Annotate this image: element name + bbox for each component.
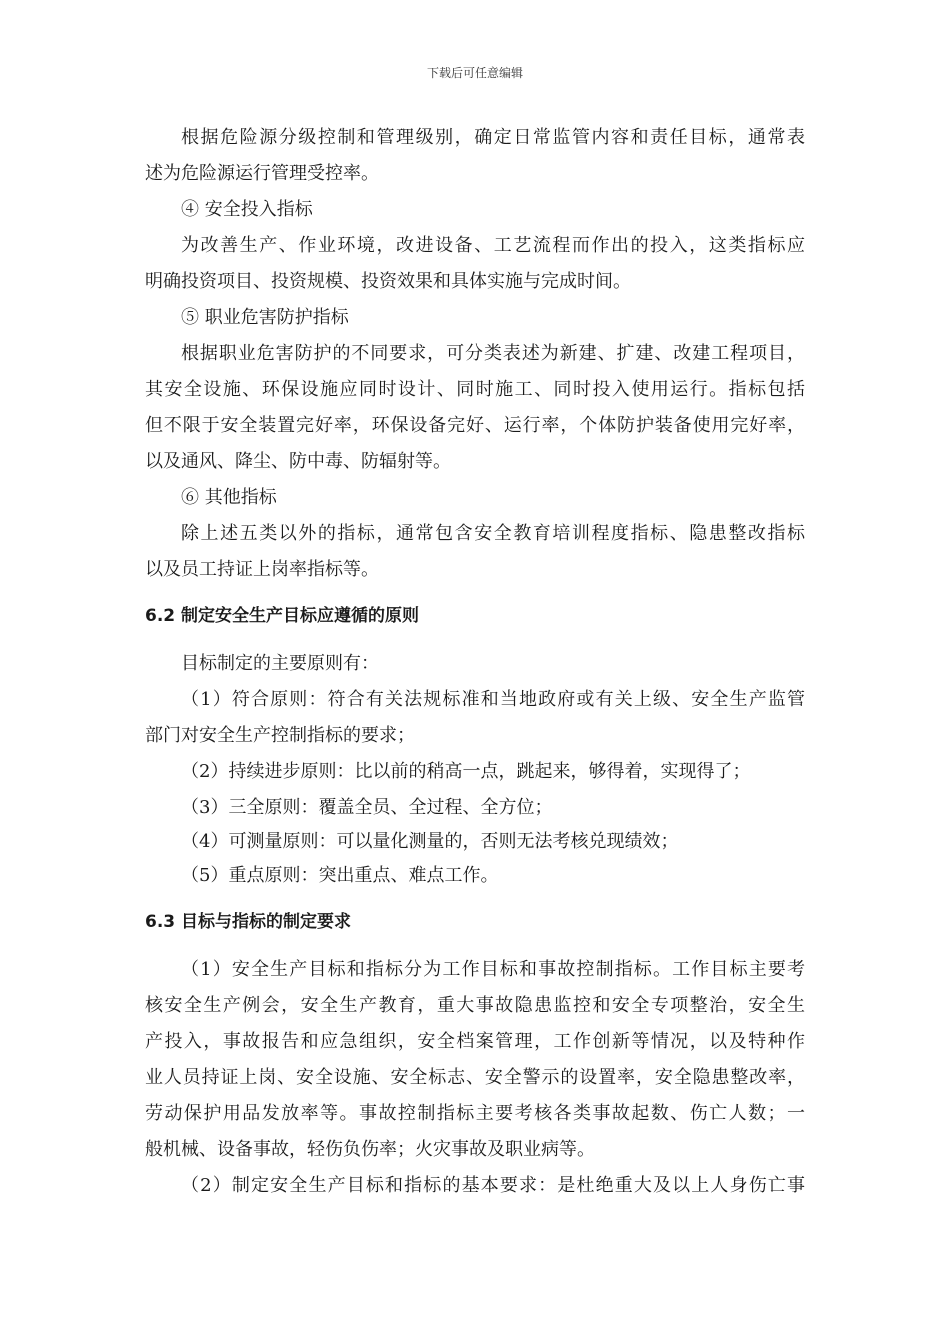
paragraph-line: 以及通风、降尘、防中毒、防辐射等。 [145, 451, 451, 472]
paragraph-line: 根据危险源分级控制和管理级别，确定日常监管内容和责任目标，通常表 [181, 127, 805, 148]
paragraph-line: 明确投资项目、投资规模、投资效果和具体实施与完成时间。 [145, 271, 631, 292]
paragraph-line: 产投入，事故报告和应急组织，安全档案管理，工作创新等情况，以及特种作 [145, 1031, 805, 1052]
paragraph-line: 核安全生产例会，安全生产教育，重大事故隐患监控和安全专项整治，安全生 [145, 995, 805, 1016]
section-heading: 6.2 制定安全生产目标应遵循的原则 [145, 606, 420, 626]
list-item: （4）可测量原则：可以量化测量的，否则无法考核兑现绩效； [181, 831, 679, 852]
paragraph-line: 劳动保护用品发放率等。事故控制指标主要考核各类事故起数、伤亡人数；一 [145, 1103, 805, 1124]
paragraph-line: 般机械、设备事故，轻伤负伤率；火灾事故及职业病等。 [145, 1139, 595, 1160]
paragraph-line: 目标制定的主要原则有： [181, 653, 379, 674]
paragraph-line: 但不限于安全装置完好率，环保设备完好、运行率，个体防护装备使用完好率， [145, 415, 805, 436]
paragraph-line: 除上述五类以外的指标，通常包含安全教育培训程度指标、隐患整改指标 [181, 523, 805, 544]
list-item: （2）持续进步原则：比以前的稍高一点，跳起来，够得着，实现得了； [181, 761, 751, 782]
section-heading: 6.3 目标与指标的制定要求 [145, 912, 352, 932]
paragraph-line: 为改善生产、作业环境，改进设备、工艺流程而作出的投入，这类指标应 [181, 235, 805, 256]
paragraph-line: 以及员工持证上岗率指标等。 [145, 559, 379, 580]
list-item: （1）安全生产目标和指标分为工作目标和事故控制指标。工作目标主要考 [181, 959, 805, 980]
paragraph-line: 其安全设施、环保设施应同时设计、同时施工、同时投入使用运行。指标包括 [145, 379, 805, 400]
paragraph-line: 述为危险源运行管理受控率。 [145, 163, 379, 184]
list-item: （5）重点原则：突出重点、难点工作。 [181, 865, 499, 886]
item-heading: ⑥ 其他指标 [181, 487, 277, 508]
item-heading: ④ 安全投入指标 [181, 199, 313, 220]
list-item: （2）制定安全生产目标和指标的基本要求：是杜绝重大及以上人身伤亡事 [181, 1175, 805, 1196]
list-item: （3）三全原则：覆盖全员、全过程、全方位； [181, 797, 553, 818]
paragraph-line: 部门对安全生产控制指标的要求； [145, 725, 415, 746]
list-item: （1）符合原则：符合有关法规标准和当地政府或有关上级、安全生产监管 [181, 689, 805, 710]
page-header: 下载后可任意编辑 [426, 66, 523, 80]
item-heading: ⑤ 职业危害防护指标 [181, 307, 349, 328]
paragraph-line: 根据职业危害防护的不同要求，可分类表述为新建、扩建、改建工程项目， [181, 343, 805, 364]
paragraph-line: 业人员持证上岗、安全设施、安全标志、安全警示的设置率，安全隐患整改率， [145, 1067, 805, 1088]
